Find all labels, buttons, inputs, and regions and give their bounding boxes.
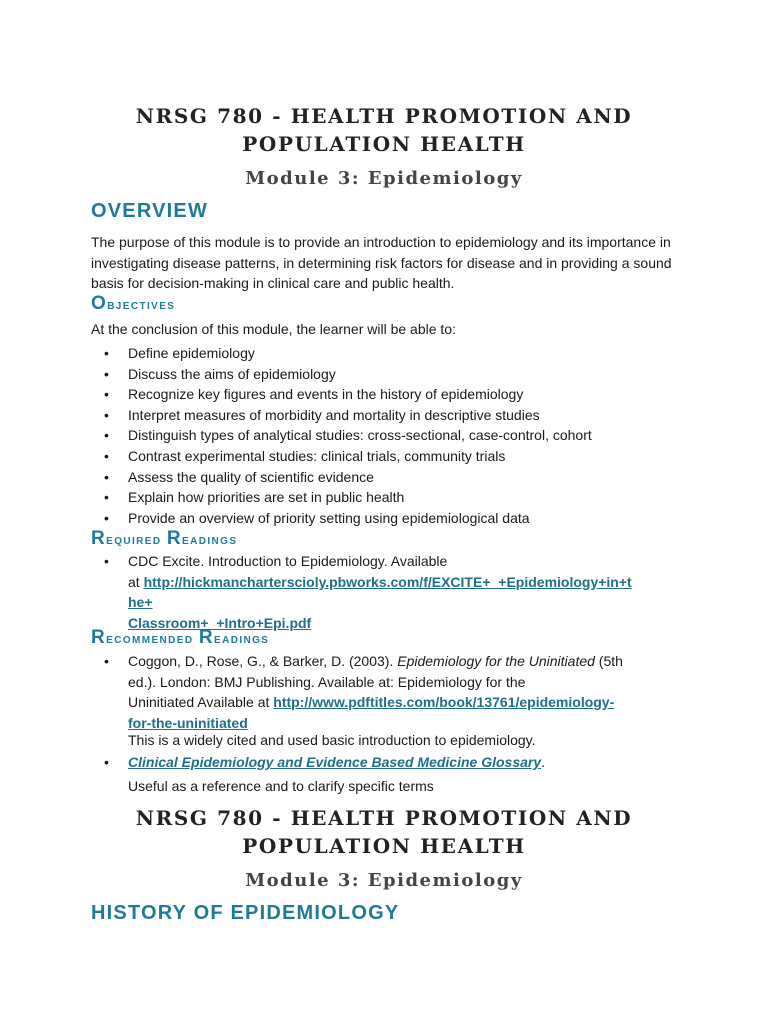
course-title-line2: POPULATION HEALTH [242, 132, 526, 156]
cdc-excite-link[interactable] [128, 574, 632, 631]
objectives-heading-initial: O [91, 293, 108, 314]
heading-initial: R [198, 627, 215, 648]
reading-text: CDC Excite. Introduction to Epidemiology. Available [128, 553, 448, 569]
reading-note: Useful as a reference and to clarify specific terms [128, 778, 434, 794]
period: . [541, 754, 546, 770]
module-title: Module 3: Epidemiology [245, 168, 523, 189]
list-item: • Contrast experimental studies: clinical trials, community trials [91, 446, 592, 467]
overview-heading: OVERVIEW [91, 200, 209, 222]
course-title [0, 102, 768, 158]
history-heading: HISTORY OF EPIDEMIOLOGY [91, 902, 400, 924]
course-title-line1: NRSG 780 - HEALTH PROMOTION AND [135, 104, 633, 128]
module-title-repeat: Module 3: Epidemiology [245, 870, 523, 891]
list-item [91, 551, 632, 633]
reading-authors: Coggon, D., Rose, G., & Barker, D. (2003). [128, 653, 398, 669]
list-item: • Recognize key figures and events in the history of epidemiology [91, 384, 592, 405]
list-item: • Interpret measures of morbidity and mortality in descriptive studies [91, 405, 592, 426]
reading-text: Uninitiated Available at [128, 694, 274, 711]
heading-initial: R [91, 528, 107, 549]
list-item: • Discuss the aims of epidemiology [91, 364, 592, 385]
reading-text: at [128, 573, 144, 590]
course-title-line2: POPULATION HEALTH [242, 834, 526, 858]
link-text: http://www.pdftitles.com/book/13761/epidemiology- [273, 694, 615, 711]
heading-part: eadings [214, 631, 270, 647]
list-item: • Define epidemiology [91, 343, 592, 364]
overview-text: The purpose of this module is to provide an introduction to epidemiology and its importance in investigating disease patterns, in determining risk factors for disease and in providing a sound basis for decision-making in clinical care and public health. [91, 234, 672, 291]
heading-initial: R [166, 528, 183, 549]
heading-part: ecommended [106, 631, 199, 647]
list-item: • Provide an overview of priority setting using epidemiological data [91, 508, 592, 529]
link-text: he+ [128, 594, 153, 611]
reading-title: Epidemiology for the Uninitiated [397, 653, 595, 669]
recommended-readings-list [91, 651, 623, 733]
list-item [91, 752, 545, 773]
glossary-link[interactable]: Clinical Epidemiology and Evidence Based Medicine Glossary [128, 754, 542, 770]
heading-part: equired [106, 532, 167, 548]
list-item: • Distinguish types of analytical studies: cross-sectional, case-control, cohort [91, 425, 592, 446]
required-readings-heading [91, 528, 237, 550]
recommended-readings-list-2 [91, 752, 545, 773]
link-text: for-the-uninitiated [128, 714, 248, 731]
required-readings-list [91, 551, 632, 633]
objectives-heading-rest: bjectives [107, 297, 176, 313]
list-item: • Assess the quality of scientific evidence [91, 467, 592, 488]
heading-initial: R [91, 627, 107, 648]
reading-text: ed.). London: BMJ Publishing. Available at: Epidemiology for the [128, 673, 526, 690]
objectives-heading [91, 293, 175, 315]
link-text: http://hickmanchartersciolу.pbworks.com/f/EXCITE+_+Epidemiology+in+t [143, 573, 632, 590]
reading-edition: (5th [594, 653, 623, 669]
recommended-readings-heading [91, 627, 269, 649]
course-title-line1: NRSG 780 - HEALTH PROMOTION AND [135, 806, 633, 830]
list-item: • Explain how priorities are set in public health [91, 487, 592, 508]
objectives-list [91, 343, 592, 528]
heading-part: eadings [182, 532, 238, 548]
list-item [91, 651, 623, 733]
link-text: Classroom+_+Intro+Epi.pdf [128, 614, 312, 631]
reading-note: This is a widely cited and used basic introduction to epidemiology. [128, 732, 536, 748]
objectives-intro: At the conclusion of this module, the learner will be able to: [91, 321, 456, 337]
course-title-repeat [0, 804, 768, 860]
